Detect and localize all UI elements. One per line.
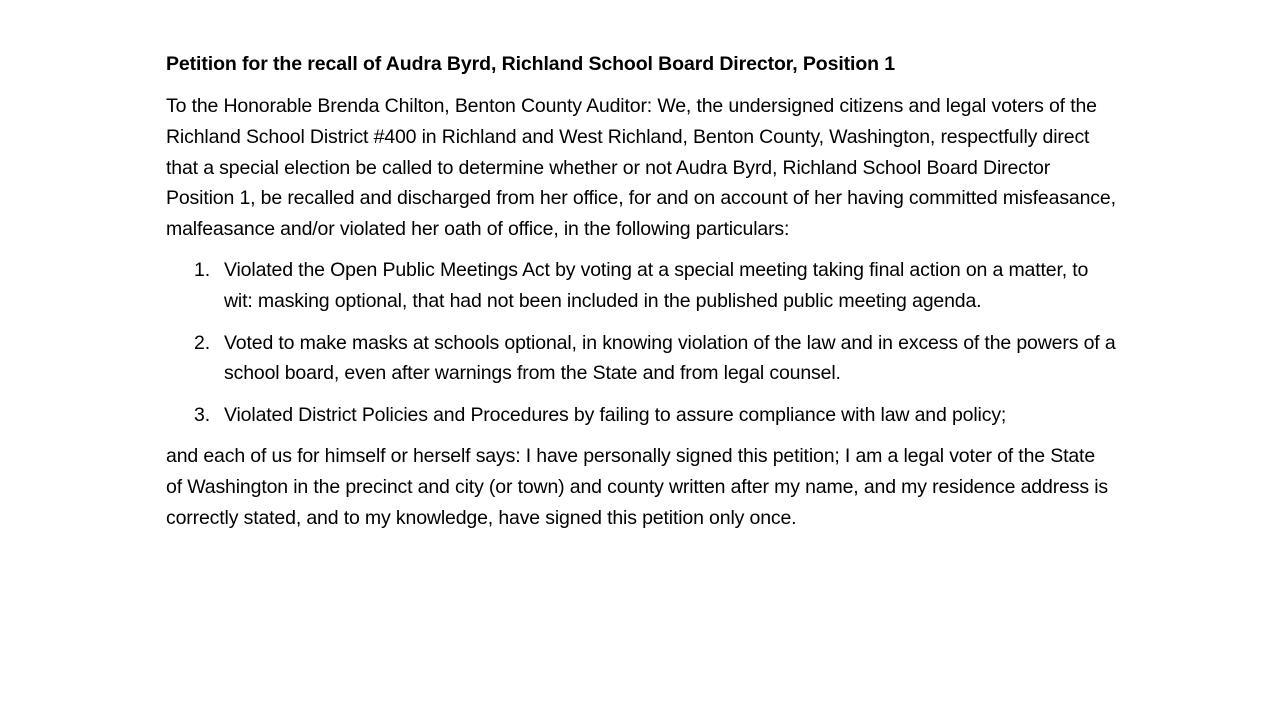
petition-closing: and each of us for himself or herself says: I have personally signed this petition; I am a legal voter of the State of Washington in the precinct and city (or town) and county written after my name, and my residence address is correctly stated, and to my knowledge, have signed this petition only once. [166,444,1108,529]
petition-slide [166,50,1116,533]
list-item [166,328,1116,390]
list-item [166,255,1116,317]
petition-intro: To the Honorable Brenda Chilton, Benton County Auditor: We, the undersigned citizens and legal voters of the Richland School District #400 in Richland and West Richland, Benton County, Washington, respectfully direct that a special election be called to determine whether or not Audra Byrd, Richland School Board Director Position 1, be recalled and discharged from her office, for and on account of her having committed misfeasance, malfeasance and/or violated her oath of office, in the following particulars: [166,95,1116,241]
list-item-text: Violated District Policies and Procedures by failing to assure compliance with law and policy; [224,404,1007,427]
list-item [166,400,1116,431]
list-item-number: 1. [194,258,210,281]
petition-title: Petition for the recall of Audra Byrd, Richland School Board Director, Position 1 [166,53,896,75]
list-item-text: Violated the Open Public Meetings Act by voting at a special meeting taking final action on a matter, to wit: masking optional, that had not been included in the published public meeting agenda. [224,258,1089,312]
particulars-list [166,255,1116,431]
list-item-number: 3. [194,404,210,427]
list-item-number: 2. [194,331,210,354]
list-item-text: Voted to make masks at schools optional, in knowing violation of the law and in excess of the powers of a school board, even after warnings from the State and from legal counsel. [224,331,1116,385]
